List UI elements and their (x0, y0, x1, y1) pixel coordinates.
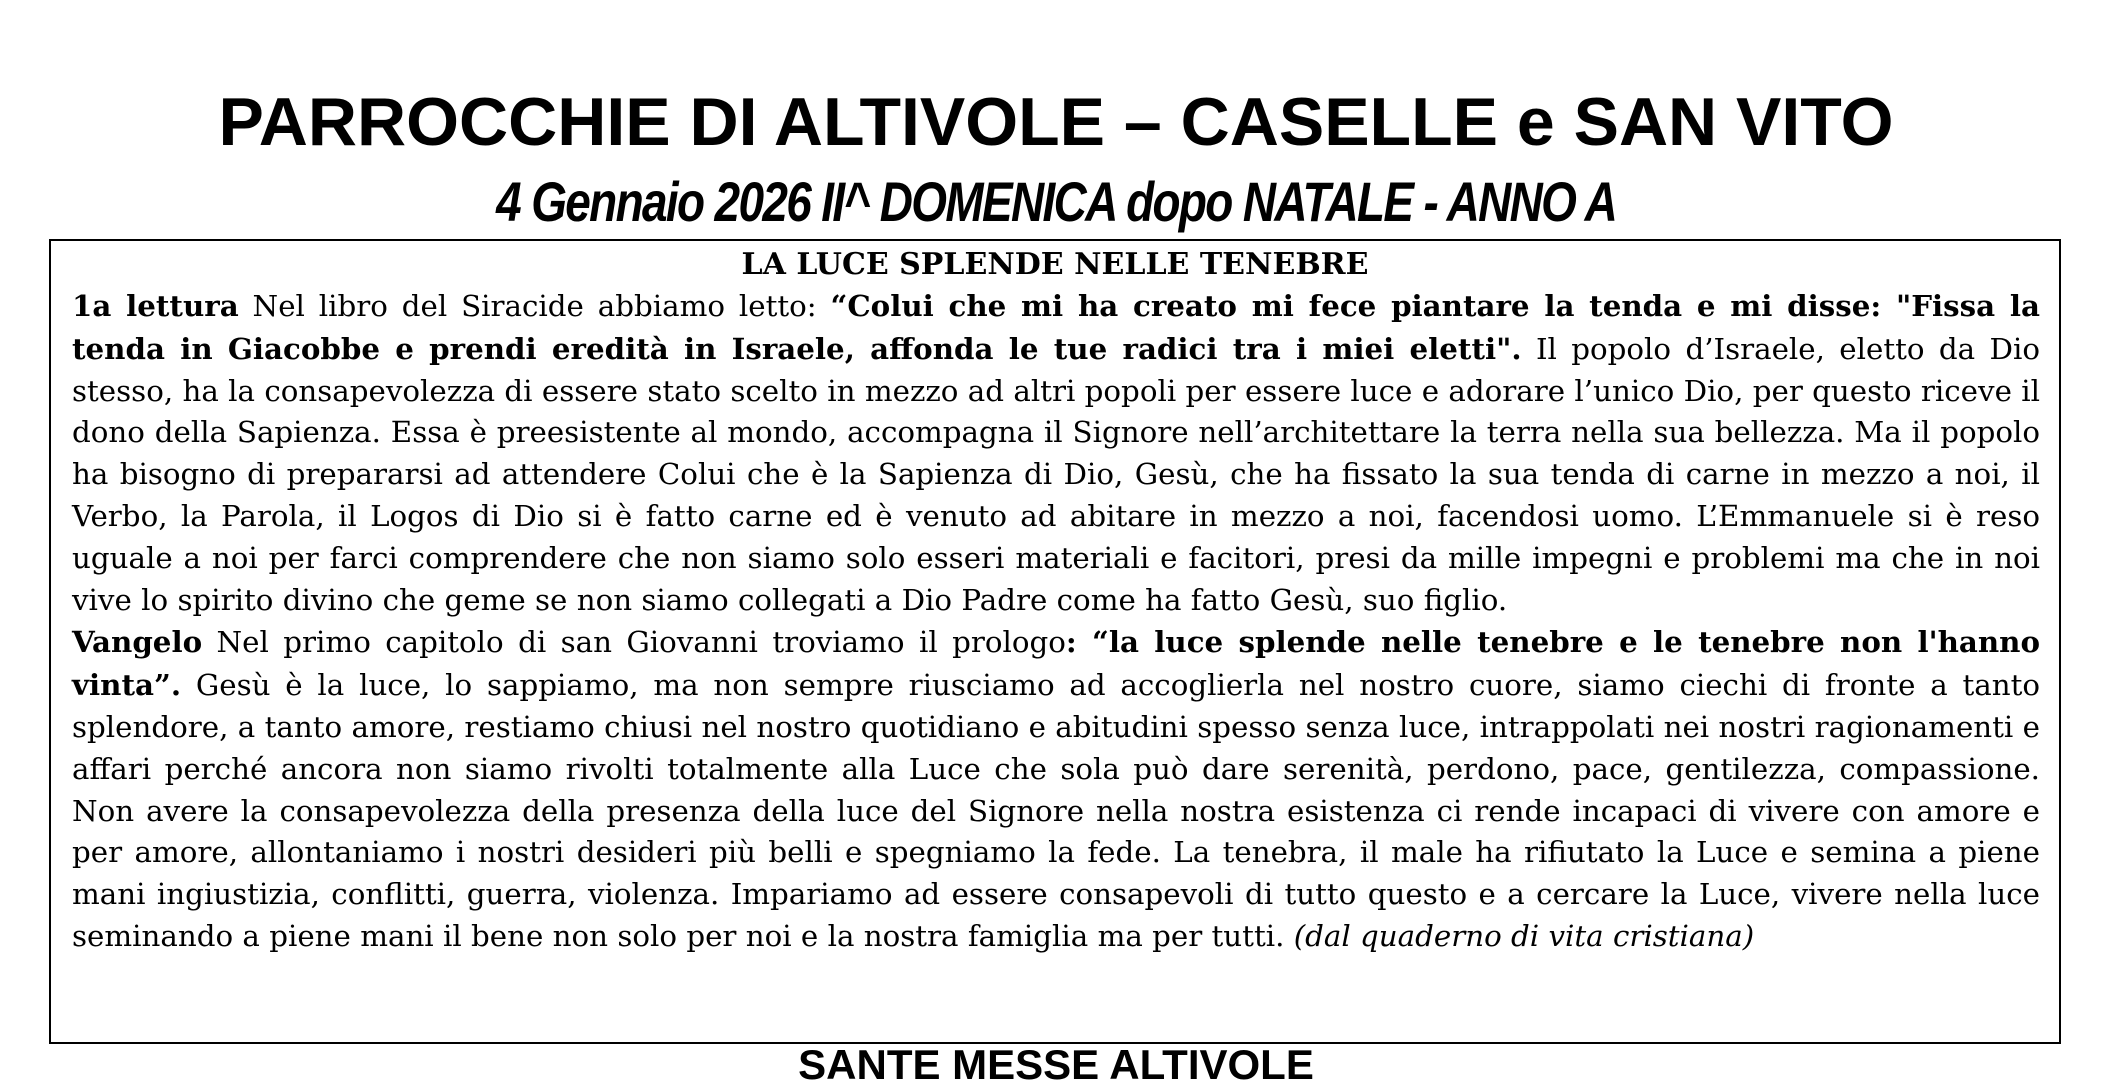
reflection-heading: LA LUCE SPLENDE NELLE TENEBRE (741, 247, 1369, 282)
first-reading-intro: Nel libro del Siracide abbiamo letto: (238, 289, 831, 323)
first-reading-quote: “Colui che mi ha creato mi fece piantare la tenda e mi disse: "Fissa la tenda in Giacobbe e prendi eredità in Israele, affonda le tue radici tra i miei eletti". (72, 288, 2041, 366)
gospel-text: Gesù è la luce, lo sappiamo, ma non sempre riusciamo ad accoglierla nel nostro cuore, siamo ciechi di fronte a tanto splendore, a tanto amore, restiamo chiusi nel nostro quotidiano e abitudini spesso senza luce, intrappolati nei nostri ragionamenti e affari perché ancora non siamo rivolti totalmente alla Luce che sola può dare serenità, perdono, pace, gentilezza, compassione. Non avere la consapevolezza della presenza della luce del Signore nella nostra esistenza ci rende incapaci di vivere con amore e per amore, allontaniamo i nostri desideri più belli e spegniamo la fede. La tenebra, il male ha rifiutato la Luce e semina a piene mani ingiustizia, conflitti, guerra, violenza. Impariamo ad essere consapevoli di tutto questo e a cercare la Luce, vivere nella luce seminando a piene mani il bene non solo per noi e la nostra famiglia ma per tutti. (72, 668, 2040, 953)
reflection-body (72, 285, 2040, 958)
first-reading-text: Il popolo d’Israele, eletto da Dio stesso, ha la consapevolezza di essere stato scelto in mezzo ad altri popoli per essere luce e adorare l’unico Dio, per questo riceve il dono della Sapienza. Essa è preesistente al mondo, accompagna il Signore nell’architettare la terra nella sua bellezza. Ma il popolo ha bisogno di prepararsi ad attendere Colui che è la Sapienza di Dio, Gesù, che ha fissato la sua tenda di carne in mezzo a noi, il Verbo, la Parola, il Logos di Dio si è fatto carne ed è venuto ad abitare in mezzo a noi, facendosi uomo. L’Emmanuele si è reso uguale a noi per farci comprendere che non siamo solo esseri materiali e facitori, presi da mille impegni e problemi ma che in noi vive lo spirito divino che geme se non siamo collegati a Dio Padre come ha fatto Gesù, suo figlio. (72, 331, 2040, 617)
gospel-label: Vangelo (72, 624, 203, 660)
masses-section-title: SANTE MESSE ALTIVOLE (798, 1041, 1314, 1088)
first-reading-label: 1a lettura (72, 288, 239, 323)
gospel-intro: Nel primo capitolo di san Giovanni troviamo il prologo (202, 625, 1066, 660)
reflection-box (49, 239, 2061, 1044)
gospel-quote: : “la luce splende nelle tenebre e le tenebre non l'hanno vinta”. (72, 624, 2041, 703)
first-reading-paragraph (72, 285, 2040, 621)
liturgical-date-subtitle: 4 Gennaio 2026 II^ DOMENICA dopo NATALE - ANNO A (496, 170, 1617, 233)
parish-title: PARROCCHIE DI ALTIVOLE – CASELLE e SAN VITO (218, 84, 1894, 160)
gospel-source: (dal quaderno di vita cristiana) (1293, 918, 1755, 953)
gospel-paragraph (72, 621, 2040, 957)
